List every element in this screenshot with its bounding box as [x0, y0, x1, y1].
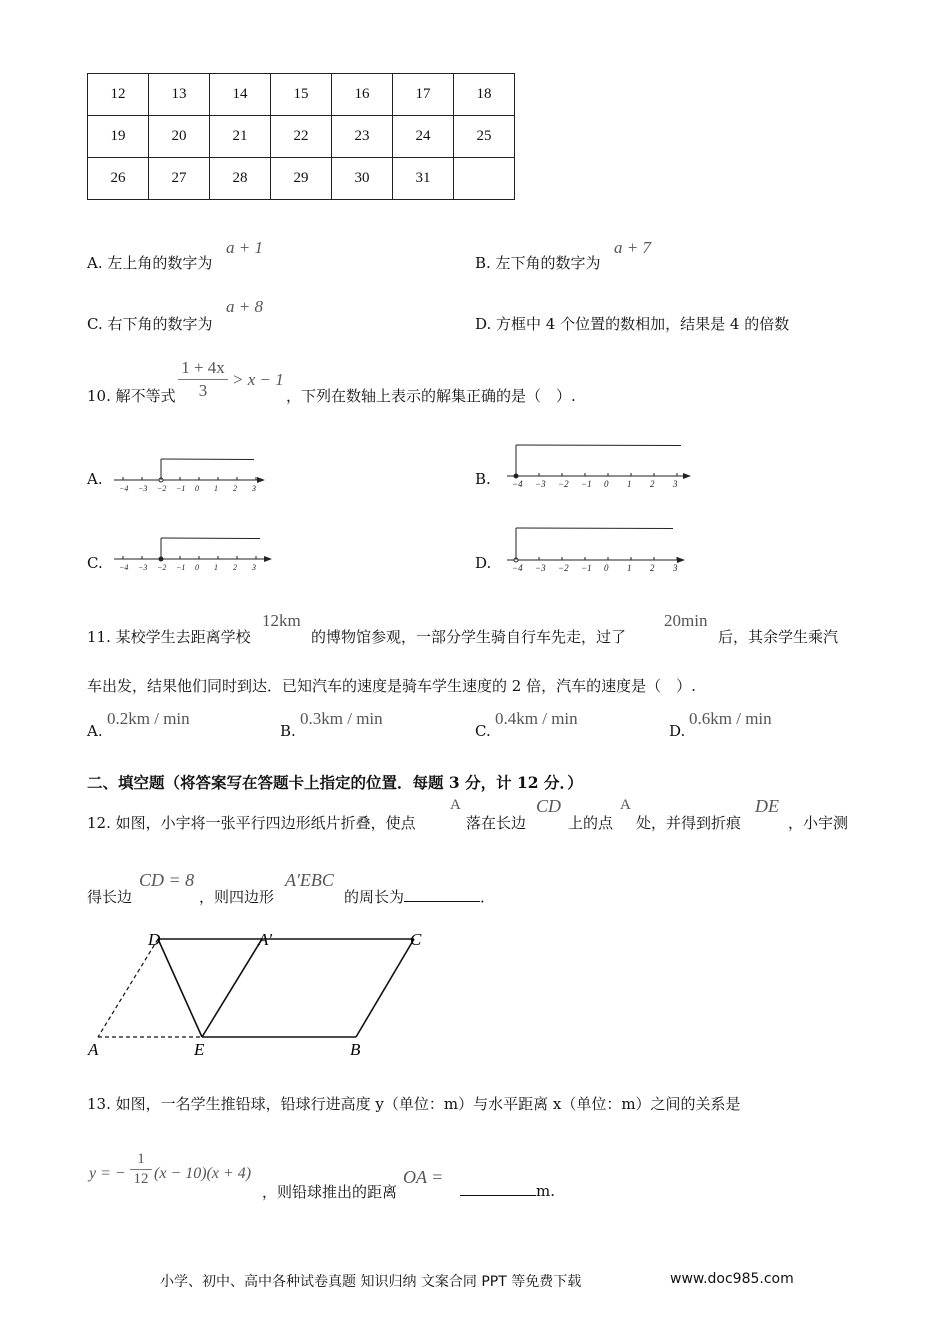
q12-line2-c: [344, 886, 495, 907]
q13-line2-a: ，则铅球推出的距离: [262, 1183, 398, 1201]
tick-label: −3: [138, 563, 148, 572]
q9-option-b: [475, 252, 601, 273]
calendar-cell: 31: [393, 158, 454, 200]
label-b: B: [350, 1040, 361, 1059]
q12-line1-a: 12. 如图，小宇将一张平行四边形纸片折叠，使点: [87, 814, 416, 832]
q11-line1-b: 的博物馆参观，一部分学生骑自行车先走，过了: [311, 628, 627, 646]
tick-label: 0: [195, 563, 199, 572]
label-c: C: [410, 930, 422, 949]
segment-cb: [356, 939, 414, 1037]
tick-label: 0: [604, 479, 609, 489]
q9-option-c-math: a + 8: [226, 297, 263, 316]
q11-option-a-label: A.: [87, 722, 103, 740]
q11-line1-a: 11. 某校学生去距离学校: [87, 628, 251, 646]
q11-line2: 车出发，结果他们同时到达．已知汽车的速度是骑车学生速度的 2 倍，汽车的速度是（ ）.: [87, 677, 696, 695]
option-text: A. 左上角的数字为: [87, 254, 213, 272]
q13-eq-lhs: y = −: [89, 1165, 126, 1182]
label-d: D: [148, 930, 161, 949]
footer-url: www.doc985.com: [670, 1271, 794, 1287]
tick-label: 2: [650, 479, 655, 489]
calendar-cell: 29: [271, 158, 332, 200]
tick-label: 2: [233, 484, 237, 493]
tick-label: −2: [558, 563, 569, 573]
q11-option-a-value: 0.2km / min: [107, 709, 190, 728]
q11-option-c-value: 0.4km / min: [495, 709, 578, 728]
q13-eq-rest: (x − 10)(x + 4): [154, 1165, 252, 1182]
label-a: A: [88, 1040, 99, 1059]
q11-time: 20min: [664, 611, 708, 630]
q12-line1-c: 上的点: [568, 814, 614, 832]
tick-label: 3: [673, 479, 678, 489]
tick-label: 3: [252, 563, 256, 572]
tick-label: −2: [157, 563, 167, 572]
tick-label: 3: [673, 563, 678, 573]
tick-label: 1: [214, 563, 218, 572]
tick-label: 0: [604, 563, 609, 573]
q12-equation: CD = 8: [139, 870, 195, 890]
number-line-d: [505, 522, 695, 577]
q12-point-a: A: [450, 797, 461, 813]
tick-label: 2: [650, 563, 655, 573]
q12-line1-d: 处，并得到折痕: [636, 814, 742, 832]
fraction-denominator: 12: [133, 1171, 149, 1187]
q10-suffix: ，下列在数轴上表示的解集正确的是（ ）.: [286, 387, 576, 405]
q13-fraction: [130, 1151, 152, 1188]
tick-label: 1: [627, 563, 632, 573]
solution-ray: [516, 445, 681, 446]
q12-line1-b: 落在长边: [466, 814, 527, 832]
calendar-cell: 25: [454, 116, 515, 158]
option-text: B. 左下角的数字为: [475, 254, 601, 272]
q10-label-d: D.: [475, 554, 492, 572]
footer-text: 小学、初中、高中各种试卷真题 知识归纳 文案合同 PPT 等免费下载: [160, 1274, 582, 1290]
number-line-b: [505, 438, 695, 493]
q12-cd: CD: [536, 796, 562, 816]
tick-label: −3: [535, 479, 546, 489]
q12-period: ．: [480, 888, 496, 906]
q12-line2-a: 得长边: [87, 888, 133, 906]
axis-arrow: [683, 473, 691, 479]
tick-label: −4: [512, 563, 523, 573]
q13-line1: 13. 如图，一名学生推铅球，铅球行进高度 y（单位：m）与水平距离 x（单位：m）之间的关系是: [87, 1095, 741, 1113]
tick-label: −4: [119, 563, 129, 572]
parallelogram-figure: [80, 925, 440, 1065]
tick-label: −1: [581, 563, 592, 573]
tick-label: −3: [535, 563, 546, 573]
tick-label: 0: [195, 484, 199, 493]
tick-label: −3: [138, 484, 148, 493]
fraction-bar: [178, 379, 228, 380]
calendar-cell: [454, 158, 515, 200]
calendar-row: [88, 74, 515, 116]
q11-option-b-label: B.: [280, 722, 296, 740]
answer-blank[interactable]: [460, 1181, 536, 1196]
tick-label: 3: [252, 484, 256, 493]
calendar-cell: 26: [88, 158, 149, 200]
q10-label-a: A.: [87, 470, 103, 488]
q12-line2-b: ，则四边形: [199, 888, 275, 906]
q13-unit: m.: [536, 1182, 555, 1200]
q13-oa: OA =: [403, 1167, 444, 1187]
calendar-cell: 14: [210, 74, 271, 116]
q9-option-d: D. 方框中 4 个位置的数相加，结果是 4 的倍数: [475, 315, 790, 333]
q10-label-b: B.: [475, 470, 491, 488]
answer-blank[interactable]: [404, 887, 480, 902]
calendar-row: [88, 116, 515, 158]
q12-point-a2: A: [620, 797, 631, 813]
calendar-cell: 27: [149, 158, 210, 200]
calendar-cell: 19: [88, 116, 149, 158]
segment-da-dashed: [98, 939, 158, 1037]
axis-arrow: [677, 557, 685, 563]
q11-line1-c: 后，其余学生乘汽: [718, 628, 839, 646]
q11-distance: 12km: [262, 611, 301, 630]
solution-ray: [516, 528, 673, 529]
tick-label: 1: [627, 479, 632, 489]
q12-perimeter-text: 的周长为: [344, 888, 405, 906]
calendar-cell: 18: [454, 74, 515, 116]
q9-option-a: [87, 252, 212, 273]
tick-label: 1: [214, 484, 218, 493]
q11-option-d-label: D.: [669, 722, 686, 740]
q9-option-b-math: a + 7: [614, 238, 651, 257]
calendar-table: [87, 73, 515, 200]
solution-ray: [161, 459, 254, 460]
q13-answer: [460, 1181, 555, 1200]
solution-ray: [161, 538, 260, 539]
calendar-cell: 12: [88, 74, 149, 116]
calendar-cell: 30: [332, 158, 393, 200]
q9-option-a-math: a + 1: [226, 238, 263, 257]
q11-option-c-label: C.: [475, 722, 491, 740]
q10-rhs: > x − 1: [232, 370, 284, 389]
calendar-cell: 17: [393, 74, 454, 116]
calendar-cell: 22: [271, 116, 332, 158]
q11-option-b-value: 0.3km / min: [300, 709, 383, 728]
tick-label: 2: [233, 563, 237, 572]
calendar-cell: 21: [210, 116, 271, 158]
q12-de: DE: [755, 796, 779, 816]
tick-label: −1: [581, 479, 592, 489]
fraction-numerator: 1 + 4x: [181, 358, 225, 377]
q11-option-d-value: 0.6km / min: [689, 709, 772, 728]
option-text: C. 右下角的数字为: [87, 315, 213, 333]
tick-label: −2: [558, 479, 569, 489]
calendar-cell: 16: [332, 74, 393, 116]
section-heading: 二、填空题（将答案写在答题卡上指定的位置．每题 3 分，计 12 分．）: [87, 773, 583, 792]
tick-label: −4: [119, 484, 129, 493]
calendar-cell: 24: [393, 116, 454, 158]
q9-option-c: [87, 313, 212, 334]
label-a-prime: A′: [258, 930, 273, 949]
calendar-cell: 13: [149, 74, 210, 116]
calendar-cell: 15: [271, 74, 332, 116]
number-line-a: [112, 450, 272, 495]
fraction-numerator: 1: [137, 1151, 145, 1167]
calendar-cell: 20: [149, 116, 210, 158]
tick-label: −1: [176, 563, 186, 572]
fraction-bar: [130, 1169, 152, 1170]
tick-label: −4: [512, 479, 523, 489]
tick-label: −2: [157, 484, 167, 493]
segment-a-prime-e: [202, 939, 262, 1037]
q12-quadrilateral: A′EBC: [285, 870, 334, 890]
tick-label: −1: [176, 484, 186, 493]
q10-label-c: C.: [87, 554, 103, 572]
axis-arrow: [264, 556, 272, 562]
q10-prefix: 10. 解不等式: [87, 387, 176, 405]
calendar-cell: 28: [210, 158, 271, 200]
q10-fraction: [178, 358, 228, 401]
fraction-denominator: 3: [198, 381, 208, 400]
calendar-cell: 23: [332, 116, 393, 158]
number-line-c: [112, 532, 277, 577]
segment-de: [158, 939, 202, 1037]
axis-arrow: [257, 477, 265, 483]
calendar-row: [88, 158, 515, 200]
q12-line1-e: ，小宇测: [788, 814, 849, 832]
label-e: E: [194, 1040, 205, 1059]
